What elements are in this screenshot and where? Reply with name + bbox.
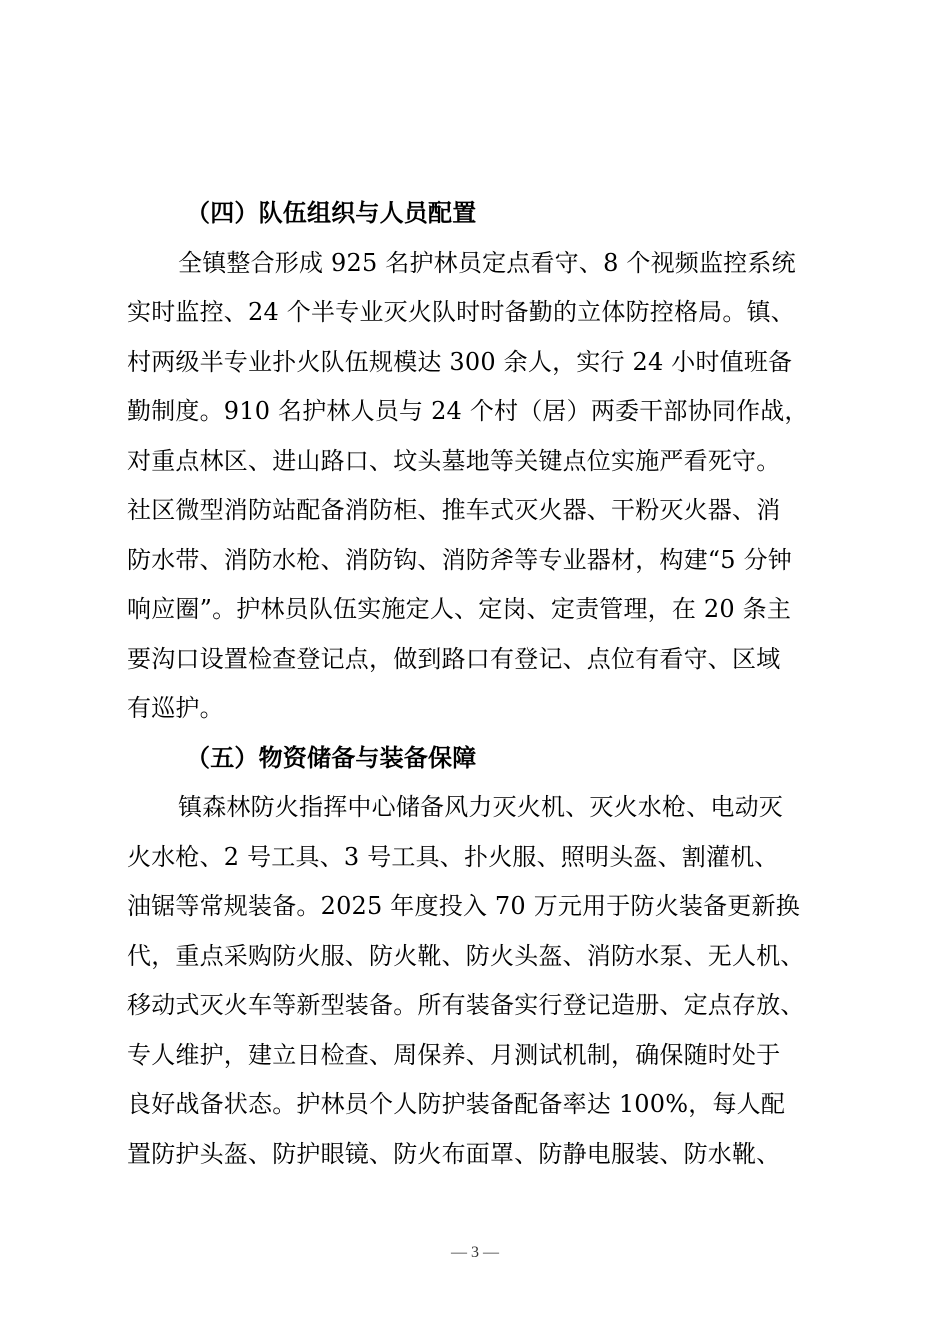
section-heading-5: （五）物资储备与装备保障 bbox=[186, 744, 477, 772]
paragraph-line: 置防护头盔、防护眼镜、防火布面罩、防静电服装、防水靴、 bbox=[127, 1140, 781, 1168]
paragraph-line: 代，重点采购防火服、防火靴、防火头盔、消防水泵、无人机、 bbox=[127, 942, 805, 970]
paragraph-line: 专人维护，建立日检查、周保养、月测试机制，确保随时处于 bbox=[127, 1041, 781, 1069]
paragraph-line: 全镇整合形成 925 名护林员定点看守、8 个视频监控系统 bbox=[178, 249, 796, 277]
section-heading-4: （四）队伍组织与人员配置 bbox=[186, 199, 477, 227]
paragraph-line: 良好战备状态。护林员个人防护装备配备率达 100%，每人配 bbox=[127, 1090, 786, 1118]
paragraph-line: 防水带、消防水枪、消防钩、消防斧等专业器材，构建“5 分钟 bbox=[127, 546, 792, 574]
paragraph-line: 移动式灭火车等新型装备。所有装备实行登记造册、定点存放、 bbox=[127, 991, 805, 1019]
paragraph-line: 火水枪、2 号工具、3 号工具、扑火服、照明头盔、割灌机、 bbox=[127, 843, 779, 871]
paragraph-line: 勤制度。910 名护林人员与 24 个村（居）两委干部协同作战， bbox=[127, 397, 809, 425]
paragraph-line: 村两级半专业扑火队伍规模达 300 余人，实行 24 小时值班备 bbox=[127, 348, 793, 376]
paragraph-line: 有巡护。 bbox=[127, 694, 224, 722]
paragraph-line: 响应圈”。护林员队伍实施定人、定岗、定责管理，在 20 条主 bbox=[127, 595, 792, 623]
paragraph-line: 社区微型消防站配备消防柜、推车式灭火器、干粉灭火器、消 bbox=[127, 496, 781, 524]
paragraph-line: 镇森林防火指挥中心储备风力灭火机、灭火水枪、电动灭 bbox=[178, 793, 783, 821]
paragraph-line: 要沟口设置检查登记点，做到路口有登记、点位有看守、区域 bbox=[127, 645, 781, 673]
page-number: — 3 — bbox=[451, 1244, 499, 1261]
paragraph-line: 对重点林区、进山路口、坟头墓地等关键点位实施严看死守。 bbox=[127, 447, 781, 475]
paragraph-line: 油锯等常规装备。2025 年度投入 70 万元用于防火装备更新换 bbox=[127, 892, 800, 920]
paragraph-line: 实时监控、24 个半专业灭火队时时备勤的立体防控格局。镇、 bbox=[127, 298, 795, 326]
